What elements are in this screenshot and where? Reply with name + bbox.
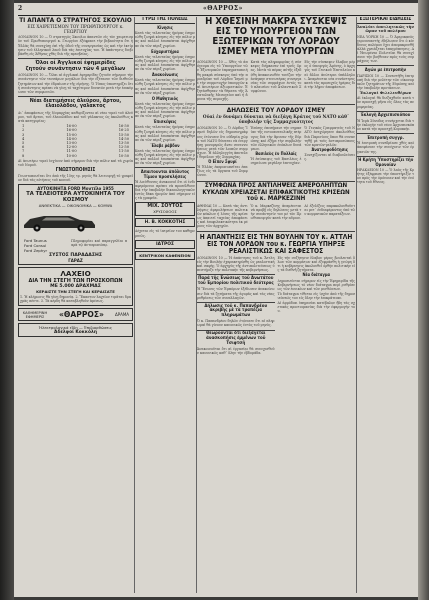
ad-top-line: ΑΥΤΟΚΙΝΗΤΑ FORD Μοντέλο 1955 (37, 186, 114, 192)
article-body: Δέχεται εἰς τὸ ἰατρεῖον του καθημερινῶς. (135, 229, 195, 238)
article-subhead: Τίμιον προσκλήσεις (143, 173, 187, 179)
price-cell: 2 (22, 128, 25, 133)
book-binding (0, 0, 14, 600)
article-headline: Ἡ Κρήτη Ὑποστηρίζει τὴν Ὁμονοίαν (357, 157, 414, 167)
news-item-body: Κατὰ τὰς τελευταίας ἡμέρας ἐσημειώθη ζωηρὰ κίνησις εἰς τὴν πόλιν μας καὶ πολλοὶ ἐπισκέπται ἀφίχθησαν ἐκ τῶν πέριξ χωρίων. (135, 101, 195, 119)
article-body: Ὁ Γενικὸς Γραμματεὺς τοῦ ΝΑΤΟ ἀνεχώρησεν ἀκολούθως διὰ Παρισίους ὅπου θὰ συναντηθῇ μὲ τοὺς ἀντιπροσώπους τῶν κρατῶν-μελῶν. (304, 126, 355, 147)
article-headline: Δήλωσις τοῦ κ. Παπανδρέου ἀκριβὴς μὲ τὰ τραπέζια πληρωμάτων (204, 303, 268, 318)
article-body: Ἡ Ἱερὰ Σύνοδος συνέρχεται διὰ τὴν ἐκλογὴν τοῦ νέου Ἀρχιεπισκόπου κατὰ τὴν προσεχῆ Κυριακήν. (357, 118, 414, 132)
model-item: Ford Taunus (24, 238, 47, 244)
price-cell: 15·00 (66, 132, 77, 137)
article-subhead: ΕΙΣ ΧΑΙΡΕΤΙΣΜΟΝ ΤΟΥ ΠΡΩΘΥΠΟΥΡΓΟΥ κ. ΓΕΩΡΓΙΟΥ (27, 23, 124, 34)
section-headline: ΓΥΡΩ ΤΗΣ ΠΟΛΕΩΣ (135, 17, 195, 24)
ford-advertisement (18, 184, 133, 265)
divider (135, 167, 195, 168)
article-body: Κατὰ τὰς πληροφορίας ἡ σύσκεψις διήρκεσεν ἐπὶ τρεῖς ὥρας. Μετὰ τὸ πέρας αὐτῆς ἐξεδόθη ἀνακοινωθὲν τονίζον τὴν ἀνάγκην στενωτέρας συνεργασίας τῶν συμμάχων ἐντὸς τοῦ πλαισίου τοῦ Ἀτλαντικοῦ Συμφώνου. (250, 60, 302, 93)
article-columns (197, 255, 355, 356)
news-item-body: Κατὰ τὰς τελευταίας ἡμέρας ἐσημειώθη ζωηρὰ κίνησις εἰς τὴν πόλιν μας καὶ πολλοὶ ἐπισκέπται ἀφίχθησαν ἐκ τῶν πέριξ χωρίων. (135, 31, 195, 48)
article-body: Δημοσιεύεται σήμερον εἰς τὴν Ἐφημερίδα τῆς Κυβερνήσεως τὸ νέον διάταγμα περὶ ρυθμίσεως τῶν ἐνοικίων καὶ τῶν μισθώσεων. (277, 278, 355, 291)
jeweller-advertisement (135, 202, 195, 216)
price-cell: 11·50 (118, 149, 129, 154)
news-item-body: Κατὰ τὰς τελευταίας ἡμέρας ἐσημειώθη ζωηρὰ κίνησις εἰς τὴν πόλιν μας καὶ πολλοὶ ἐπισκέπται ἀφίχθησαν ἐκ τῶν πέριξ χωρίων. (135, 149, 195, 166)
article-body: ΗΡΑΚΛΕΙΟΝ 10 — Ὁ λαὸς τῆς Κρήτης ἐξέφρασε τὴν ὑποστήριξίν του πρὸς τὴν ὁμόνοιαν καὶ τὴν ἑνότητα τοῦ ἔθνους. (357, 168, 414, 185)
column-1 (18, 17, 133, 593)
news-item-headline: Ἀνακοίνωσις (151, 72, 179, 78)
ad-footer: ΣΥΣΤΟΣ ΠΑΡΑΔΑΣΗΣ (49, 253, 102, 259)
article-headline: Ἐπιτροπὴ συγγρ. (367, 134, 404, 140)
article-headline: Ἀπαιτουνται ἀπόλυτος (140, 169, 190, 175)
lottery-advertisement (18, 267, 133, 306)
ad-name: ΙΑΤΡΟΣ (156, 241, 174, 247)
article-columns (197, 125, 355, 178)
news-item-headline: Ἐπισκέψεις (153, 119, 177, 125)
article-body: Ἡ ἐπιτροπὴ συνεδρίασε χθὲς καὶ ἀπεφάσισε τὴν συνέχισιν τῶν ἐργασιῶν της. (357, 141, 414, 154)
article-body: Ἡ Ἑλλὰς ἐκπροσωπεῖται ἐπαξίως εἰς τὰ ὄργανα τοῦ Συμφώνου. (197, 165, 248, 178)
divider (357, 65, 414, 66)
article-body: ΛΟΝΔΙΝΟΝ 10 — Χθὲς τὸ ἀπόγευμα εἰς τὸ Ὑπουργεῖον τῶν Ἐξωτερικῶν ἐπραγματοποιήθη μακρὰ σύσκεψις ὑπὸ τὴν προεδρίαν τοῦ Λόρδου Ἴσμεϋ μὲ τὴν συμμετοχὴν ὑπουργῶν καὶ ἀνωτέρων ἀξιωματικῶν. Ἐξητάσθησαν τὰ θέματα τῆς Ἀνατολικῆς Μεσογείου καὶ ἡ ἄμυνα τῆς περιοχῆς. (197, 60, 248, 102)
shop-advertisement (135, 218, 195, 227)
sub-headline: Βασιλεὺς ἐν Πολλαῖς (255, 150, 297, 156)
article-body: ΝΕΑ ΥΟΡΚΗ 10 — Ὁ Ἀμερικανὸς γερουσιαστὴς ἐδήλωσεν ὅτι ὁ κίνδυνος πολέμου ἔχει ἀπομακρυνθῆ ἀλλὰ χρειάζεται ἐπαγρύπνησις. Αἱ Ἡνωμέναι Πολιτεῖαι θὰ συνεχίσουν τὴν βοήθειαν πρὸς τοὺς συμμάχους των. (357, 34, 414, 64)
model-item: Ford Consul (24, 243, 47, 249)
article-body: ΛΟΝΔΙΝΟΝ 10 — Ὁ Λόρδος Ἴσμεϋ δηλῶν εἰς δημοσιογράφους ἐτόνισεν ὅτι οὐδεμία χώρα τοῦ ΝΑΤΟ δύναται νὰ ἐνεργήσῃ μονομερῶς ἄνευ συνεννοήσεως μετὰ τῶν λοιπῶν συμμάχων. Ἡ ἀλληλεγγύη ἀποτελεῖ θεμέλιον τῆς Συμμαχίας. (197, 126, 248, 160)
article-body: Συνεχίζονται αἱ διαβουλεύσεις. (304, 153, 355, 162)
article-body: ΑΘΗΝΑΙ 10 — Κατὰ τὰς ἀντιλήψεις ἀμερολήπτων πολιτικῶν κύκλων ἡ λύσις τῆς κρίσεως ἀπαιτεῖ ταχείας ἀποφάσεις καὶ ἐπιφυλακτικότητα ἐκ μέρους τῶν ἀρχηγῶν. (197, 203, 248, 229)
electrical-advertisement (18, 323, 133, 337)
ad-garage: ΓΑΡΑΖ (68, 258, 83, 264)
price-table (18, 124, 133, 158)
section-headline: ΕΞΩΤΕΡΙΚΑΙ ΕΙΔΗΣΕΙΣ (357, 17, 414, 24)
article-headline: Η ΑΠΑΝΤΗΣΙΣ ΕΙΣ ΤΗΝ ΒΟΥΛΗΝ ΤΟΥ κ. ΑΤΤΛΗ ΕΙΣ ΤΟΝ ΛΟΡΔΟΝ του κ. ΓΕΩΡΓΙΑ ΥΠΗΡΞΕ ΡΕΑΛΙΣΤΙΚΩΣ ΚΑΙ ΣΑΦΕΣΤΟΣ (199, 233, 353, 256)
sub-headline: Ὁ Εἶπεν Σφυρί (207, 159, 237, 165)
price-cell: 7 (22, 149, 25, 154)
divider (357, 156, 414, 157)
ad-subhead: ΔΙΑ ΤΗΝ ΣΤΕΓΗ ΤΩΝ ΠΡΟΣΚΟΠΩΝ (28, 278, 123, 285)
divider (357, 133, 414, 134)
article-headline: Θεωροῦνται ὅτι διεξάγεται ἀνασκοπήσις ἐμμένων τοῦ Τσιφτσῆ (206, 331, 266, 346)
article-subhead: Οὐαὶ ἐν δυνάμει δύναται νὰ διεξάγη Κράτος τοῦ ΝΑΤΟ κάθ᾽ ὑποβολὴν τῆς Συμμαχικότητος (202, 113, 350, 124)
article-headline: ΔΗΛΩΣΕΙΣ ΤΟΥ ΛΟΡΔΟΥ ΙΣΜΕΥ (226, 105, 326, 114)
divider (197, 302, 275, 303)
price-cell: 10·00 (66, 153, 77, 158)
price-cell: 16·00 (66, 124, 77, 129)
article-body: Ἡ Διεύθυνσις ἀνακοινοῖ ὅτι οἱ ἐνδιαφερόμενοι πρέπει νὰ προσέλθουν διὰ τὴν ὑποβολὴν δικαιολογητικῶν ἐντὸς δέκα ἡμερῶν ἀπὸ σήμερον εἰς τὰ γραφεῖα. (135, 180, 195, 201)
article-body: Αἱ ἐκλογαὶ θὰ διεξαχθοῦν κατὰ τὸν προσεχῆ μῆνα εἰς ὅλας τὰς περιφερείας. (357, 96, 414, 109)
ad-name: Ἀδελφοί Κοκκόλη (54, 330, 97, 336)
news-item-body: Κατὰ τὰς τελευταίας ἡμέρας ἐσημειώθη ζωηρὰ κίνησις εἰς τὴν πόλιν μας καὶ πολλοὶ ἐπισκέπται ἀφίχθησαν ἐκ τῶν πέριξ χωρίων. (135, 78, 195, 95)
article-body: Δι᾽ ἀποφάσεως τῆς Νομαρχίας καθορίζονται αἱ νέαι τιμαὶ τοῦ ἀλεύρου, τοῦ ἄρτου, τοῦ ἐλαιολάδου καὶ τοῦ γάλακτος ὡς ἀκολούθως κατὰ κατηγορίας: (18, 110, 133, 124)
price-cell: 3 (22, 132, 25, 137)
ad-amount: ΜΕ 5.000 ΔΡΑΧΜΑΣ (50, 284, 101, 290)
car-illustration (20, 210, 98, 232)
ad-city: ΔΡΑΜΑ (114, 312, 130, 318)
news-item-headline: Ἔλαβε ῥάβδον (150, 142, 180, 148)
price-cell: 16·50 (118, 124, 129, 129)
model-item: Ford Zephyr (24, 248, 48, 254)
article-headline: ΤΙ ΑΠΑΝΤΑ Ο ΣΤΡΑΤΗΓΟΣ ΣΚΟΥΛΙΟ (19, 17, 132, 24)
ad-name: Η. Β. ΚΟΚΚΟΤΗΣ (144, 220, 186, 226)
article-subhead: Ἀναλύει ἀπειλητικῶς τὴν ὥραν τοῦ πολέμου (357, 24, 414, 34)
price-cell: 14·00 (66, 136, 77, 141)
ad-tagline: ΑΝΘΕΚΤΙΚΑ — ΟΙΚΟΝΟΜΙΚΑ — ΚΟΜΨΑ (38, 203, 113, 209)
article-body: Ὁ κ. Παπανδρέου δηλῶν ἐτόνισεν ὅτι αἱ πληρωμαὶ θὰ γίνουν κανονικῶς ἐντὸς τοῦ μηνός. (197, 319, 275, 328)
article-body: Ὁ κ. Μαρκεζίνης ἀναμένεται νὰ προβῇ εἰς δηλώσεις μετὰ τὴν συνάντησίν του μὲ τὸν Πρωθυπουργὸν κατὰ τὴν αὔριον. (250, 203, 302, 221)
lead-headline: Η ΧΘΕΣΙΝΗ ΜΑΚΡΑ ΣΥΣΚΕΨΙΣ ΕΙΣ ΤΟ ΥΠΟΥΡΓΕΙΟΝ ΤΩΝ ΕΞΩΤΕΡΙΚΩΝ ΤΟΥ ΛΟΡΔΟΥ ΙΣΜΕΥ ΜΕΤΑ ΥΠΟΥΡΓΩΝ (205, 17, 347, 58)
column-2 (135, 17, 195, 593)
article-headline: Όλοι οί Ἀγγλικοί ἐφημερίδες (35, 59, 116, 66)
article-body: ΠΑΡΙΣΙΟΙ 10 — Συνεστήθη ἐπιτροπὴ διὰ τὴν μελέτην τῶν οἰκονομικῶν ζητημάτων τῆς Εὐρώπης καὶ τὴν ὑποβολὴν προτάσεων. (357, 73, 414, 90)
price-cell: 5 (22, 141, 25, 146)
news-item-headline: Κίνησις (157, 25, 173, 31)
article-headline: Νέαι διατιμήσεις ἀλεύρου, ἄρτου, ἐλαιολάδου, γαλακτος (29, 97, 122, 110)
news-item-headline: Εύχαριστήρια (151, 48, 179, 54)
article-body: Εἰς τὴν σύσκεψιν ἔλαβον μέρος ὁ ὑπουργὸς Ἀμύνης, ὁ ἀρχηγὸς τοῦ Γενικοῦ Ἐπιτελείου καὶ ἄλλοι ἀνώτεροι ὑπάλληλοι. Ἀναμένεται νέα συνάντησις κατὰ τὰς προσεχεῖς ἡμέρας διὰ τὴν λῆψιν ἀποφάσεων. (304, 60, 355, 89)
column-3 (197, 17, 355, 593)
price-cell: 6 (22, 145, 25, 150)
ad-note: ΚΕΡΔΙΣΤΕ ΤΗΝ ΣΤΕΓΗ ΚΑΙ ΚΕΡΔΙΣΑΤΕ (36, 289, 115, 295)
ad-title: «ΘΑΡΡΟΣ» (59, 310, 104, 320)
price-cell: 4 (22, 136, 25, 141)
paper-name: «ΘΑΡΡΟΣ» (203, 5, 243, 12)
page-number: 2 (18, 5, 23, 12)
divider (18, 96, 133, 97)
article-headline: Παρά τῆς Ἐνώσεως τοῦ Ἀνωτάτου τοῦ Ἐμπορίου πολιτικοῦ δεύτερος (197, 276, 274, 286)
ad-line: Ἠλεκτρολογικά εἴδη — Ἐπιδιορθώσεις (38, 325, 113, 331)
article-body: Εἰς τὴν συζήτησιν ἔλαβον μέρος βουλευταὶ ὅλων τῶν κομμάτων καὶ ἐξεφράσθη ἡ γνώμη ὅτι ἡ κυβέρνησις ἀκολουθεῖ ὀρθὴν πολιτικὴν εἰς τὰ διεθνῆ ζητήματα. (277, 256, 355, 273)
article-body: Αἱ ἐξελίξεις παρακολουθοῦνται μετ᾽ ἐνδιαφέροντος ὑπὸ τῶν κομματικῶν παρατάξεων. (304, 203, 355, 217)
newspaper-advertisement (18, 308, 133, 321)
article-body: Αἱ ἀνωτέρω τιμαὶ ἰσχύουν ἀπὸ σήμερον διὰ τὴν πόλιν καὶ τὰ χωρία τοῦ Νομοῦ. (18, 158, 133, 167)
price-cell: 16·25 (118, 128, 129, 133)
price-cell: 16·00 (66, 128, 77, 133)
ad-headline: ΤΑ ΤΕΛΕΙΟΤΕΡΑ ΑΥΤΟΚΙΝΗΤΑ ΤΟΥ ΚΟΣΜΟΥ (26, 191, 125, 204)
model-list (24, 238, 47, 253)
page-edge-shadow (418, 0, 429, 600)
doctor-advertisement (135, 240, 195, 249)
article-body: Ἀνακοινοῦται ὅτι αἱ ἐργασίαι θὰ συνεχισθοῦν κανονικῶς καθ᾽ ὅλην τὴν ἑβδομάδα. (197, 347, 275, 356)
article-headline: Ἐκλογὴ Ἀρχιεπισκόπου (360, 112, 411, 118)
column-4 (357, 17, 414, 593)
article-headline: Ἀγών με ἐπιτροπὴν (364, 67, 407, 73)
ad-body: Πληροφορίαι καὶ παραγγελίαι παρὰ τῷ ἀντιπροσώπῳ. (71, 239, 127, 248)
masthead-rule (18, 15, 414, 16)
ad-name: ΜΙΧ. ΣΟΥΤΟΣ (147, 204, 183, 210)
article-body: Τὸ διάταγμα τίθεται εἰς ἰσχὺν ἀπὸ τῆς δημοσιεύσεώς του εἰς ὅλην τὴν ἐπικράτειαν. (277, 291, 355, 300)
notice-headline: ΓΝΩΣΤΟΠΟΙΗΣΙΣ (55, 168, 96, 174)
article-body: Ἡ Ἕνωσις τῶν Ἐμπόρων ἐξέδωσεν ἀνακοίνωσιν διὰ τὰ ζητήματα τῆς ἀγορᾶς καὶ τὰς νέας ρυθμίσεις τῶν συναλλαγῶν. (197, 287, 275, 300)
newspaper-page (14, 3, 418, 597)
price-cell: 12·00 (66, 145, 77, 150)
city-news-list (135, 26, 195, 165)
price-cell: 12·50 (118, 145, 129, 150)
article-body: Ἐπίσης ἐπεσήμανε τὴν σημασίαν τῆς νοτιοανατολικῆς πτέρυγος διὰ τὴν ἄμυναν τῆς Εὐρώπης καὶ ἐξῆρε τὴν συμβολὴν τῶν ἑλληνικῶν ἐνόπλων δυνάμεων. (250, 126, 302, 151)
price-cell: 14·50 (118, 136, 129, 141)
article-body: ΛΟΝΔΙΝΟΝ 10 — Ὁ στρατηγὸς Σκουλιο ἀπαντῶν εἰς τὸν χαιρετισμὸν τοῦ Πρωθυπουργοῦ κ. Γεωργίου ἐξέφρασε τὴν βεβαιότητα ὅτι ἡ Ἑλλὰς θὰ συνεχίσῃ ἐπὶ τῆς ὁδοῦ τῆς συνεργασίας ὡς καὶ τὴν ἐκτίμησιν τοῦ ἑλληνικοῦ λαοῦ διὰ τὰς ἐπιτυχίας του. Ἡ ἀπάντησις διεβιβάσθη εἰς Ἀθήνας χθὲς διὰ τῆς πρεσβείας. (18, 35, 133, 56)
article-subhead: ζητούν συνάντησιν τῶν 4 μεγάλων (25, 65, 126, 72)
news-item-headline: Ο Μαθητικός (151, 95, 179, 101)
price-cell: 1 (22, 124, 25, 129)
article-headline: ΣΥΜΦΩΝΑ ΠΡΟΣ ΑΝΤΙΛΗΨΕΙΣ ΑΜΕΡΟΛΗΠΤΩΝ ΚΥΚΛΩΝ ΧΡΕΙΑΖΕΤΑΙ ΕΠΙΦΑΚΤΙΚΟΤΗΣ ΚΡΙΣΕΩΝ τοῦ κ. ΜΑΡΚΕΖΙΝΗ (202, 182, 350, 203)
article-subhead: Ἐκλογαὶ Φιλελευθέρων (359, 89, 412, 95)
price-cell: 15·50 (118, 132, 129, 137)
article-body: Αἱ ἀρμόδιαι ὑπηρεσίαι κατέβαλον ἤδη τὰς σχετικὰς προετοιμασίας διὰ τὴν ἐφαρμογήν του. (277, 301, 355, 314)
news-item-body: Κατὰ τὰς τελευταίας ἡμέρας ἐσημειώθη ζωηρὰ κίνησις εἰς τὴν πόλιν μας καὶ πολλοὶ ἐπισκέπται ἀφίχθησαν ἐκ τῶν πέριξ χωρίων. (135, 54, 195, 72)
article-body: ΛΟΝΔΙΝΟΝ 10 — Ἡ ἀπάντησις τοῦ κ. Ἄττλη εἰς τὴν Βουλὴν ἐχαρακτηρίσθη ὡς ρεαλιστικὴ καὶ σαφής. Ὁ ἀρχηγὸς τῆς ἀντιπολιτεύσεως ὑπεστήριξε τὴν πολιτικὴν τῆς κυβερνήσεως. (197, 256, 275, 273)
ad-left: ΚΑΘΗΜΕΡΙΝΗ ΕΦΗΜΕΡΙΣ (22, 310, 48, 319)
divider (197, 231, 355, 232)
divider (18, 58, 133, 59)
price-cell: 10·50 (118, 153, 129, 158)
price-cell: 13·50 (118, 141, 129, 146)
price-cell: 11·00 (66, 149, 77, 154)
article-body: Ἡ ἐπίσκεψις τοῦ Βασιλέως ἐσημείωσε μεγάλην ἐπιτυχίαν. (250, 157, 302, 166)
sub-headline: Νέα διάταγμα (302, 272, 330, 278)
article-body: ΛΟΝΔΙΝΟΝ 10 — Ὅλαι αἱ ἀγγλικαὶ ἐφημερίδες ζητοῦν σήμερον τὴν συνάντησιν τῶν τεσσάρων μεγάλων διὰ τὴν ἐξέτασιν τῶν διεθνῶν ζητημάτων καὶ τὴν ἐδραίωσιν τῆς εἰρήνης. Ὁ Τύπος ὑποστηρίζει ὅτι ἡ συνάντησις πρέπει νὰ γίνῃ τὸ ταχύτερον δυνατόν μετὰ τὴν ἐπικύρωσιν τῶν συμφωνιῶν. (18, 73, 133, 94)
lead-article (197, 59, 355, 102)
divider (197, 104, 355, 105)
price-cell: 8 (22, 153, 25, 158)
price-cell: 13·00 (66, 141, 77, 146)
news-item-body: Κατὰ τὰς τελευταίας ἡμέρας ἐσημειώθη ζωηρὰ κίνησις εἰς τὴν πόλιν μας καὶ πολλοὶ ἐπισκέπται ἀφίχθησαν ἐκ τῶν πέριξ χωρίων. (135, 125, 195, 142)
price-row (18, 154, 133, 158)
ad-body: 1. Ἡ κλήρωσις θὰ γίνῃ δημοσίᾳ. 2. Ἕκαστον λαχεῖον τιμᾶται δραχμὰς πέντε. 3. Τὰ κέρδη θὰ καταβληθοῦν ἀμέσως. (20, 295, 131, 304)
article-columns (197, 203, 355, 230)
notice-body: Γνωστοποιεῖται ὅτι ἀπὸ τῆς 15ης τρ. μηνὸς θὰ λειτουργῇ τὸ γραφεῖον διὰ τὰς αἰτήσεις τοῦ κοινοῦ. (18, 174, 133, 183)
divider (357, 111, 414, 112)
ad-headline: ΛΑΧΕΙΟ (60, 269, 91, 279)
cafe-advertisement (135, 251, 195, 260)
divider (197, 181, 355, 182)
masthead (18, 5, 414, 14)
ad-sub: ΧΡΥΣΟΧΟΟΣ (153, 209, 177, 215)
ad-name: ΚΕΝΤΡΙΚΟΝ ΚΑΦΕΝΕΙΟΝ (139, 252, 191, 258)
sub-headline: Ἀνατροφοδότησις (311, 146, 348, 152)
